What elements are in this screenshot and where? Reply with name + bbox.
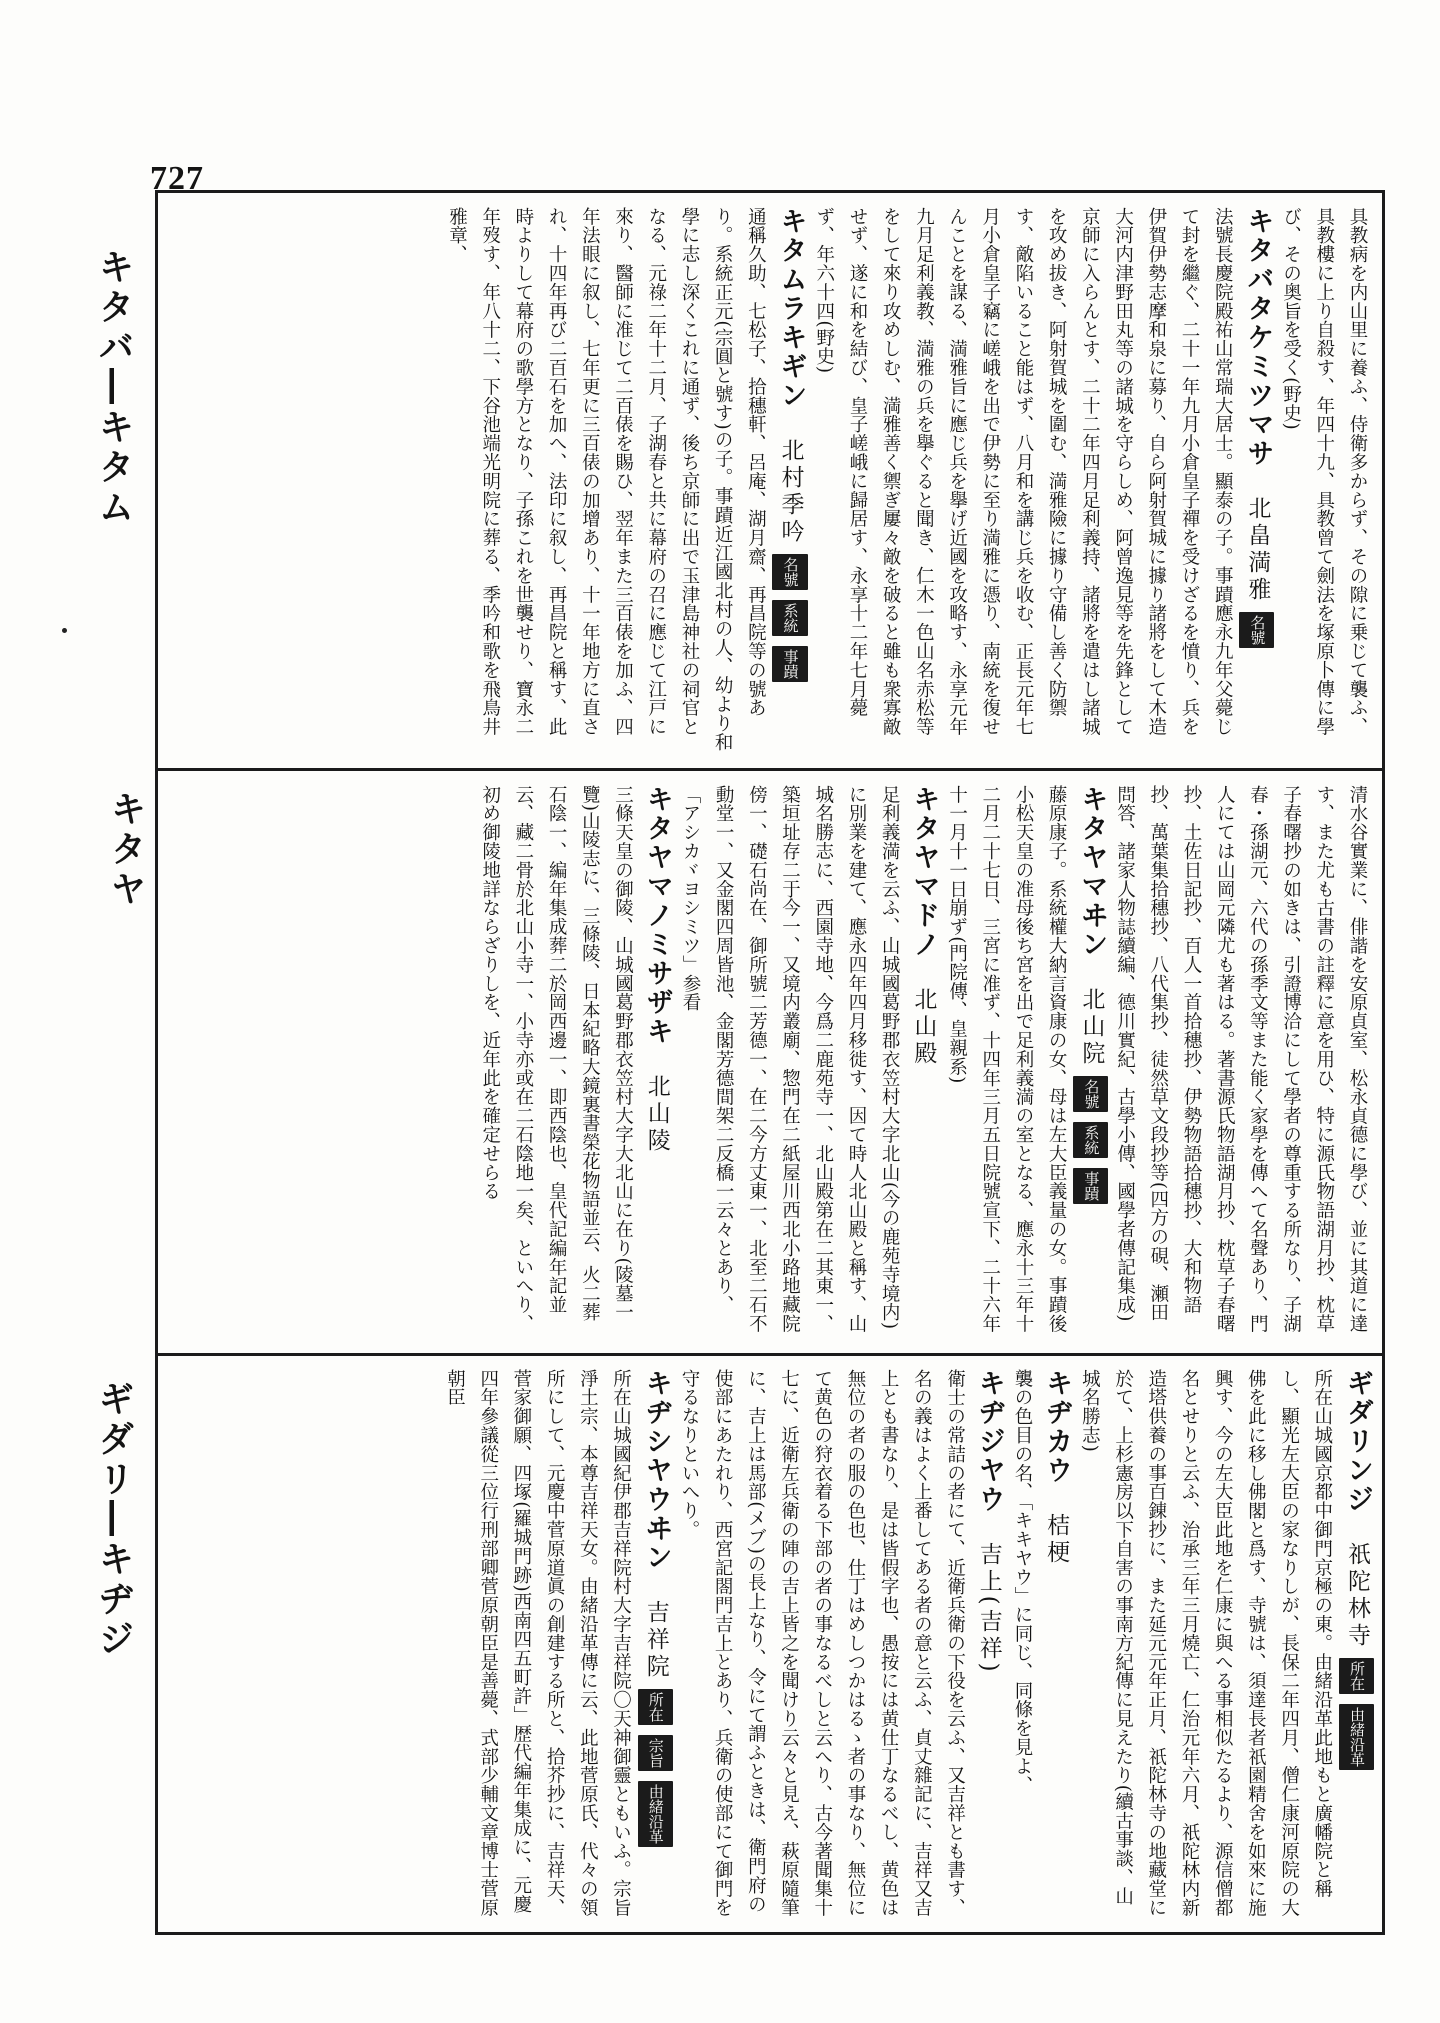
entry-kanji: 桔梗 (1043, 1512, 1070, 1567)
entry-heading: キヂジヤウ (973, 1369, 1005, 1514)
tier-text (166, 207, 1374, 755)
entry-heading: キタバタケミツマサ (1242, 207, 1274, 468)
page-frame (155, 190, 1385, 1935)
tier-text (166, 1369, 1374, 1924)
entry-text: 所在山城國紀伊郡吉祥院村大字吉祥院〇天神御靈ともいふ。宗旨淨土宗、本尊吉祥天女。由緒沿革傳に云、此地菅原氏、代々の領所にして、元慶中菅原道眞の創建する所と、拾芥抄に、吉祥天、菅家御願、四塚(羅城門跡)西南四五町許」歴代編年集成に、元慶四年參議從三位行刑部卿菅原朝臣是善薨、式部少輔文章博士菅原朝臣 (444, 1369, 632, 1918)
entry-kanji: 北山殿 (910, 986, 937, 1068)
entry-text: 法號長慶院殿祐山常瑞大居士。顯泰の子。事蹟應永九年父薨じて封を繼ぐ、二十一年九月小倉皇子禪を受けざるを憤り、兵を伊賀伊勢志摩和泉に募り、自ら阿射賀城に據り諸將をして木造大河内津野田丸等の諸城を守らしめ、阿曾逸見等を先鋒として京師に入らんとす、二十二年四月足利義持、諸將を遣はし諸城を攻め拔き、阿射賀城を圍む、満雅險に據り守備し善く防禦す、敵陷いること能はず、八月和を講じ兵を收む、正長元年七月小倉皇子竊に嵯峨を出で伊勢に至り満雅に憑り、南統を復せんことを謀る、満雅旨に應じ兵を擧げ近國を攻略す、永享元年九月足利義教、満雅の兵を擧ぐると聞き、仁木一色山名赤松等をして來り攻めしむ、満雅善く禦ぎ屢々敵を破ると雖も衆寡敵せず、遂に和を結び、皇子嵯峨に歸居す、永享十二年七月薨ず、年六十四(野史) (813, 207, 1234, 737)
entry-text: 襲の色目の名、「キキヤウ」に同じ、同條を見よ、 (1011, 1369, 1033, 1795)
entry-text: 藤原康子。系統權大納言資康の女、母は左大臣義量の女。事蹟後小松天皇の准母後ち宮を出で足利義満の室となる、應永十三年十二月二十七日、三宮に准ず、十四年三月五日院號宣下、二十六年十一月十一日崩ず(門院傳、皇親系) (946, 785, 1068, 1334)
margin-dot (62, 628, 67, 633)
entry-kanji: 北村季吟 (777, 437, 804, 546)
entry-tag: 由緒沿革 (1339, 1704, 1374, 1770)
entry-text: 具教病を内山里に養ふ、侍衛多からず、その隙に乗じて襲ふ、具教樓に上り自殺す、年四十九、具教曾て劍法を塚原卜傳に學び、その奥旨を受く(野史) (1280, 207, 1368, 737)
entry-tag: 宗旨 (638, 1735, 673, 1771)
entry-tag: 事蹟 (772, 646, 807, 682)
entry-text: 通稱久助、七松子、拾穗軒、呂庵、湖月齋、再昌院等の號あり。系統正元(宗圓と號す)の子。事蹟近江國北村の人、幼より和學に志し深くこれに通ず、後ち京師に出で玉津島神社の祠官となる、元祿二年十二月、子湖春と共に幕府の召に應じて江戸に來り、醫師に准じて二百俵を賜ひ、翌年また三百俵を加ふ、四年法眼に叙し、七年更に三百俵の加增あり、十一年地方に直され、十四年再び二百石を加へ、法印に叙し、再昌院と稱す、此時よりして幕府の歌學方となり、子孫これを世襲せり、寶永二年歿す、年八十二、下谷池端光明院に葬る、季吟和歌を飛鳥井雅章、 (446, 207, 767, 752)
entry-heading: キヂカウ (1041, 1369, 1073, 1485)
entry-tag: 名號 (772, 554, 807, 590)
entry-kanji: 北畠満雅 (1244, 495, 1271, 604)
entry-heading: キタムラキギン (775, 207, 807, 410)
entry-heading: キヂシヤウヰン (640, 1369, 672, 1572)
entry-kanji: 北山院 (1078, 986, 1105, 1068)
entry-text: 清水谷實業に、俳諧を安原貞室、松永貞德に學び、並に其道に達す、また尤も古書の註釋に意を用ひ、特に源氏物語湖月抄、枕草子春曙抄の如きは、引證博洽にして學者の尊重する所なり、子湖春・孫湖元、六代の孫季文等また能く家學を傳へて名聲あり、門人にては山岡元隣尤も著はる。著書源氏物語湖月抄、枕草子春曙抄、土佐日記抄、百人一首拾穗抄、伊勢物語拾穗抄、大和物語抄、萬葉集拾穗抄、八代集抄、徒然草文段抄等(四方の硯、瀬田問答、諸家人物誌續編、德川實紀、古學小傳、國學者傳記集成) (1114, 785, 1368, 1334)
page-number: 727 (150, 160, 204, 197)
entry-tag: 所在 (638, 1689, 673, 1725)
entry-kanji: 吉祥院 (642, 1599, 669, 1681)
entry-heading: キタヤマノミサザキ (641, 785, 673, 1046)
entry-tag: 系統 (772, 600, 807, 636)
entry-tag: 名號 (1073, 1076, 1108, 1112)
entry-text: 足利義満を云ふ、山城國葛野郡衣笠村大字北山(今の鹿苑寺境内)に別業を建て、應永四年四月移徙す、因て時人北山殿と稱す、山城名勝志に、西園寺地、今爲二鹿苑寺一、北山殿第在二其東一、築垣址存二于今一、又境内叢廟、惣門在二紙屋川西北小路地藏院傍一、礎石尚在、御所號二芳德一、在二今方丈東一、北至二石不動堂一、又金閣四周皆池、金閣芳德間架二反橋一云々とあり、「アシカヾヨシミツ」参看 (679, 785, 901, 1334)
running-head-top: キタバ―キタム (93, 248, 134, 528)
entry-heading: キタヤマヰン (1076, 785, 1108, 959)
entry-kanji: 祇陀林寺 (1344, 1541, 1370, 1650)
entry-heading: キタヤマドノ (908, 785, 940, 959)
entry-tag: 名號 (1239, 612, 1274, 648)
entry-text: 衛士の常詰の者にて、近衛兵衛の下役を云ふ、又吉祥とも書す、名の義はよく上番してある者の意と云ふ、貞丈雜記に、吉祥又吉上とも書なり、是は皆假字也、愚按には黄仕丁なるべし、黄色は無位の者の服の色也、仕丁はめしつかはるゝ者の事なり、無位にて黄色の狩衣着る下部の者の事なるべしと云へり、古今著聞集十七に、近衛左兵衛の陣の吉上皆之を聞けり云々と見え、萩原隨筆に、吉上は馬部(メブ)の長上なり、令にて謂ふときは、衛門府の使部にあたれり、西宮記閤門吉上とあり、兵衛の使部にて御門を守るなりといへり。 (678, 1369, 966, 1918)
entry-text: 三條天皇の御陵、山城國葛野郡衣笠村大字大北山に在り(陵墓一覽)山陵志に、三條陵、日本紀略大鏡裏書榮花物語並云、火二葬石陰一、編年集成葬二於岡西邊一、即西陰也、皇代記編年記並云、藏二骨於北山小寺一、小寺亦或在二石陰地一矣、といへり、初め御陵地詳ならざりしを、近年此を確定せらる (479, 785, 634, 1334)
entry-kanji: 北山陵 (643, 1073, 670, 1155)
running-head-bottom: ギダリ―キヂジ (93, 1380, 134, 1660)
tier-top (166, 207, 1374, 755)
entry-tag: 事蹟 (1073, 1168, 1108, 1204)
tier-text (166, 785, 1374, 1337)
entry-text: 所在山城國京都中御門京極の東。由緒沿革此地もと廣幡院と稱し、顯光左大臣の家なりしが、長保二年四月、僧仁康河原院の大佛を此に移し佛閣と爲す、寺號は、須達長者祇園精舍を如來に施興す、今の左大臣此地を仁康に與へる事相似たるより、源信僧都名とせりと云ふ、治承三年三月燒亡、仁治元年六月、祇陀林内新造塔供養の事百錬抄に、また延元元年正月、祇陀林寺の地藏堂に於て、上杉憲房以下自害の事南方紀傳に見えたり(續古事談、山城名勝志) (1079, 1369, 1333, 1918)
tier-middle (166, 785, 1374, 1337)
tier-divider (158, 768, 1382, 771)
entry-tag: 由緒沿革 (638, 1781, 673, 1847)
running-head-middle: キタヤ (105, 790, 146, 910)
entry-heading: ギダリンジ (1342, 1369, 1373, 1514)
entry-tag: 系統 (1073, 1122, 1108, 1158)
entry-kanji: 吉上(吉祥) (975, 1541, 1002, 1676)
tier-bottom (166, 1369, 1374, 1924)
tier-divider (158, 1353, 1382, 1356)
entry-tag: 所在 (1339, 1658, 1374, 1694)
